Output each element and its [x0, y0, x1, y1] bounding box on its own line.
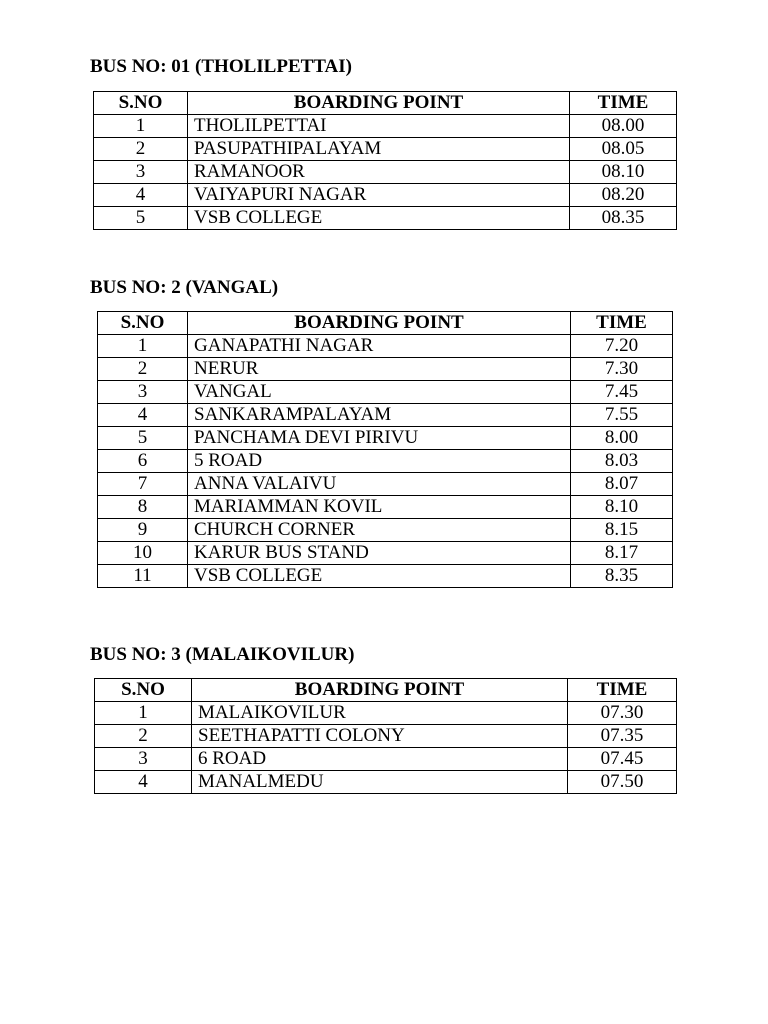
time-cell: 7.45: [571, 381, 673, 404]
table-row: [98, 565, 673, 588]
time-cell: 7.30: [571, 358, 673, 381]
table-row: [95, 725, 677, 748]
time-cell: 8.00: [571, 427, 673, 450]
table-row: [94, 161, 677, 184]
sno-cell: 1: [94, 115, 188, 138]
table-row: [98, 519, 673, 542]
sno-cell: 3: [94, 161, 188, 184]
bus-2-heading: BUS NO: 2 (VANGAL): [90, 277, 279, 298]
sno-cell: 4: [95, 771, 192, 794]
sno-cell: 2: [95, 725, 192, 748]
table-row: [98, 542, 673, 565]
table-row: [98, 358, 673, 381]
sno-cell: 6: [98, 450, 188, 473]
boarding-point-cell: MARIAMMAN KOVIL: [188, 496, 571, 519]
sno-cell: 4: [94, 184, 188, 207]
bus-3-heading: BUS NO: 3 (MALAIKOVILUR): [90, 644, 355, 665]
time-cell: 8.17: [571, 542, 673, 565]
table-row: [98, 404, 673, 427]
time-cell: 07.50: [568, 771, 677, 794]
sno-cell: 4: [98, 404, 188, 427]
time-cell: 08.35: [570, 207, 677, 230]
table-row: [98, 381, 673, 404]
sno-cell: 3: [95, 748, 192, 771]
column-header-time: TIME: [570, 92, 677, 115]
boarding-point-cell: RAMANOOR: [188, 161, 570, 184]
time-cell: 07.45: [568, 748, 677, 771]
table-row: [95, 702, 677, 725]
boarding-point-cell: NERUR: [188, 358, 571, 381]
column-header-sno: S.NO: [98, 312, 188, 335]
boarding-point-cell: THOLILPETTAI: [188, 115, 570, 138]
time-cell: 8.07: [571, 473, 673, 496]
table-row: [94, 184, 677, 207]
sno-cell: 5: [94, 207, 188, 230]
time-cell: 08.05: [570, 138, 677, 161]
table-row: [98, 473, 673, 496]
boarding-point-cell: VANGAL: [188, 381, 571, 404]
table-row: [98, 450, 673, 473]
sno-cell: 7: [98, 473, 188, 496]
table-header-row: [94, 92, 677, 115]
table-row: [98, 427, 673, 450]
table-row: [94, 138, 677, 161]
column-header-time: TIME: [568, 679, 677, 702]
sno-cell: 8: [98, 496, 188, 519]
column-header-sno: S.NO: [94, 92, 188, 115]
column-header-sno: S.NO: [95, 679, 192, 702]
table-row: [98, 335, 673, 358]
column-header-boarding-point: BOARDING POINT: [188, 92, 570, 115]
table-row: [98, 496, 673, 519]
boarding-point-cell: MANALMEDU: [192, 771, 568, 794]
bus-3-table: [94, 678, 677, 794]
sno-cell: 10: [98, 542, 188, 565]
boarding-point-cell: VAIYAPURI NAGAR: [188, 184, 570, 207]
table-row: [94, 207, 677, 230]
boarding-point-cell: KARUR BUS STAND: [188, 542, 571, 565]
boarding-point-cell: 5 ROAD: [188, 450, 571, 473]
boarding-point-cell: PASUPATHIPALAYAM: [188, 138, 570, 161]
table-row: [95, 748, 677, 771]
time-cell: 07.30: [568, 702, 677, 725]
sno-cell: 11: [98, 565, 188, 588]
sno-cell: 5: [98, 427, 188, 450]
bus-1-table: [93, 91, 677, 230]
boarding-point-cell: MALAIKOVILUR: [192, 702, 568, 725]
time-cell: 08.10: [570, 161, 677, 184]
boarding-point-cell: SANKARAMPALAYAM: [188, 404, 571, 427]
boarding-point-cell: VSB COLLEGE: [188, 565, 571, 588]
boarding-point-cell: ANNA VALAIVU: [188, 473, 571, 496]
bus-1-heading: BUS NO: 01 (THOLILPETTAI): [90, 56, 352, 77]
sno-cell: 2: [94, 138, 188, 161]
boarding-point-cell: 6 ROAD: [192, 748, 568, 771]
table-header-row: [95, 679, 677, 702]
column-header-boarding-point: BOARDING POINT: [192, 679, 568, 702]
table-row: [95, 771, 677, 794]
bus-2-table: [97, 311, 673, 588]
time-cell: 8.35: [571, 565, 673, 588]
sno-cell: 9: [98, 519, 188, 542]
sno-cell: 2: [98, 358, 188, 381]
table-header-row: [98, 312, 673, 335]
time-cell: 7.20: [571, 335, 673, 358]
column-header-time: TIME: [571, 312, 673, 335]
sno-cell: 1: [98, 335, 188, 358]
boarding-point-cell: SEETHAPATTI COLONY: [192, 725, 568, 748]
sno-cell: 1: [95, 702, 192, 725]
boarding-point-cell: VSB COLLEGE: [188, 207, 570, 230]
boarding-point-cell: PANCHAMA DEVI PIRIVU: [188, 427, 571, 450]
time-cell: 08.20: [570, 184, 677, 207]
time-cell: 7.55: [571, 404, 673, 427]
time-cell: 8.03: [571, 450, 673, 473]
time-cell: 07.35: [568, 725, 677, 748]
table-row: [94, 115, 677, 138]
sno-cell: 3: [98, 381, 188, 404]
boarding-point-cell: GANAPATHI NAGAR: [188, 335, 571, 358]
boarding-point-cell: CHURCH CORNER: [188, 519, 571, 542]
time-cell: 8.10: [571, 496, 673, 519]
column-header-boarding-point: BOARDING POINT: [188, 312, 571, 335]
time-cell: 08.00: [570, 115, 677, 138]
time-cell: 8.15: [571, 519, 673, 542]
